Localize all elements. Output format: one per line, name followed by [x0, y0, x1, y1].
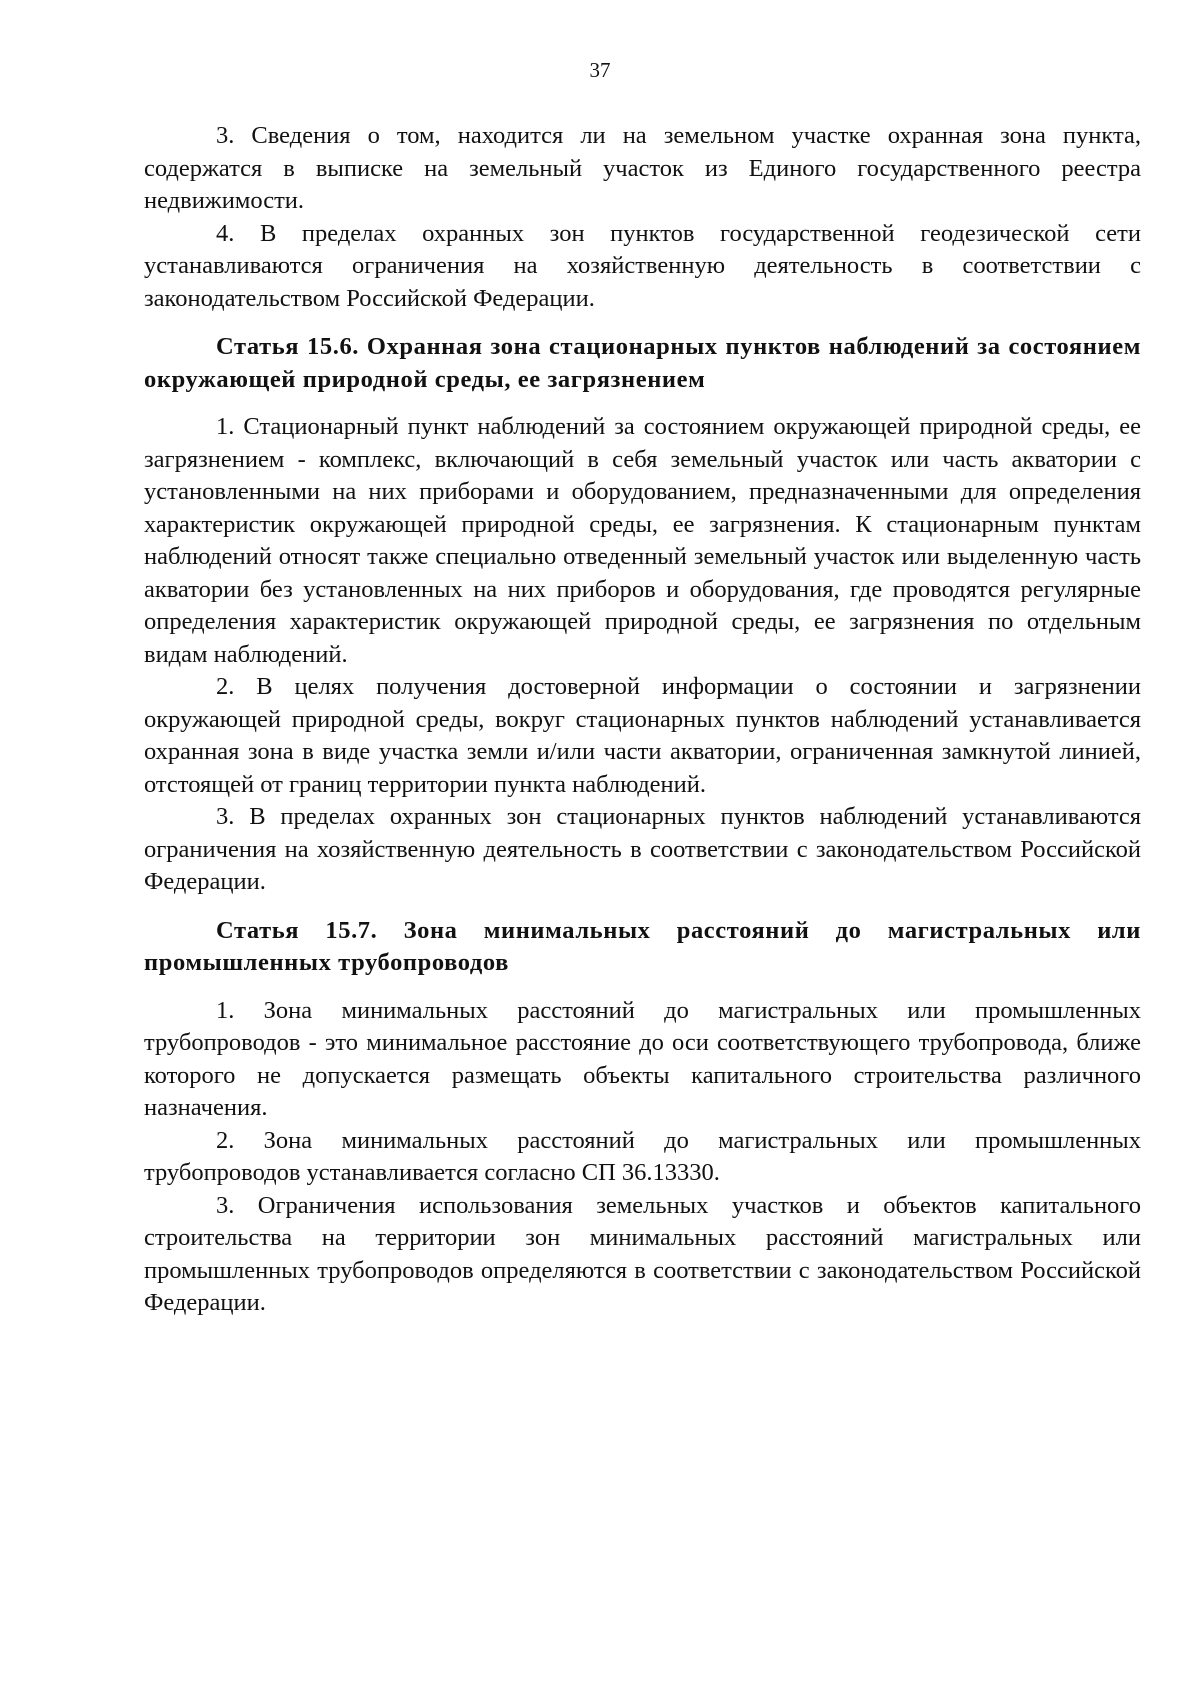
paragraph: 2. В целях получения достоверной информации о состоянии и загрязнении окружающей природной среды, вокруг стационарных пунктов наблюдений устанавливается охранная зона в виде участка земли и/или части акватории, ограниченная замкнутой линией, отстоящей от границ территории пункта наблюдений.: [144, 673, 1141, 798]
paragraph: 1. Зона минимальных расстояний до магистральных или промышленных трубопроводов - это минимальное расстояние до оси соответствующего трубопровода, ближе которого не допускается размещать объекты капитального строительства различного назначения.: [144, 996, 1141, 1121]
paragraph: 3. Сведения о том, находится ли на земельном участке охранная зона пункта, содержатся в выписке на земельный участок из Единого государственного реестра недвижимости.: [144, 122, 1141, 214]
paragraph: 3. В пределах охранных зон стационарных пунктов наблюдений устанавливаются ограничения на хозяйственную деятельность в соответствии с законодательством Российской Федерации.: [144, 803, 1141, 895]
paragraph: 4. В пределах охранных зон пунктов государственной геодезической сети устанавливаются ограничения на хозяйственную деятельность в соответствии с законодательством Российской Федерации.: [144, 219, 1141, 312]
page-number: 37: [589, 58, 611, 82]
paragraph: 3. Ограничения использования земельных участков и объектов капитального строительства на территории зон минимальных расстояний магистральных или промышленных трубопроводов определяются в соответствии с законодательством Российской Федерации.: [144, 1191, 1141, 1316]
paragraph: 2. Зона минимальных расстояний до магистральных или промышленных трубопроводов устанавливается согласно СП 36.13330.: [144, 1126, 1141, 1186]
document-body: [144, 120, 1141, 1320]
paragraph: 1. Стационарный пункт наблюдений за состоянием окружающей природной среды, ее загрязнением - комплекс, включающий в себя земельный участок или часть акватории с установленными на них приборами и оборудованием, предназначенными для определения характеристик окружающей природной среды, ее загрязнения. К стационарным пунктам наблюдений относят также специально отведенный земельный участок или выделенную часть акватории без установленных на них приборов и оборудования, где проводятся регулярные определения характеристик окружающей природной среды, ее загрязнения по отдельным видам наблюдений.: [144, 413, 1141, 668]
article-heading: Статья 15.6. Охранная зона стационарных пунктов наблюдений за состоянием окружающей природной среды, ее загрязнением: [144, 333, 1141, 393]
article-heading: Статья 15.7. Зона минимальных расстояний до магистральных или промышленных трубопроводов: [144, 916, 1141, 976]
